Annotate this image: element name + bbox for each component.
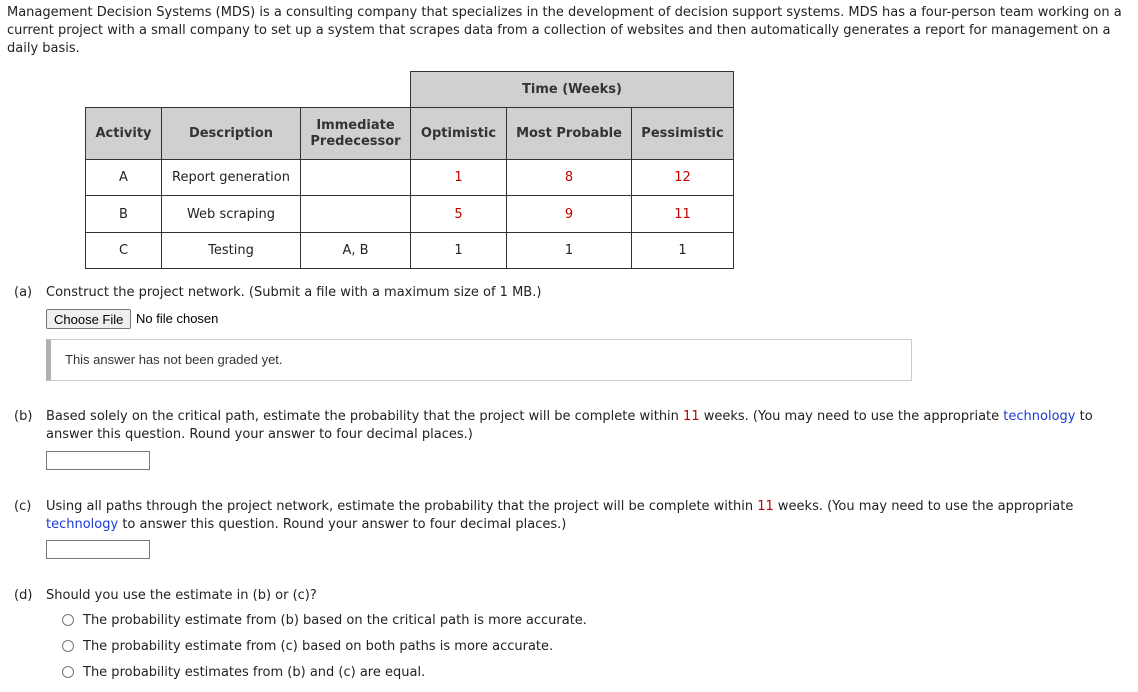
- description-header: Description: [162, 108, 301, 160]
- part-c-text: [46, 498, 1126, 534]
- part-c-text-3: to answer this question. Round your answer to four decimal places.): [118, 517, 567, 532]
- part-d-option-1-text: The probability estimate from (b) based on the critical path is more accurate.: [83, 613, 587, 628]
- predecessor-cell: [301, 160, 411, 196]
- activity-cell: A: [86, 160, 162, 196]
- part-a-label: (a): [14, 285, 33, 300]
- most-probable-cell: 8: [507, 160, 632, 196]
- choose-file-button[interactable]: Choose File: [46, 309, 131, 329]
- table-row: [86, 233, 734, 269]
- part-b-text-1: Based solely on the critical path, estimate the probability that the project will be complete within: [46, 409, 684, 424]
- time-weeks-header: Time (Weeks): [411, 72, 734, 108]
- predecessor-cell: [301, 196, 411, 233]
- table-header-row-time: [86, 72, 734, 108]
- graded-note-text: This answer has not been graded yet.: [65, 352, 283, 367]
- part-c-label: (c): [14, 499, 32, 514]
- pessimistic-cell: 12: [632, 160, 734, 196]
- part-d-text: Should you use the estimate in (b) or (c)?: [46, 588, 317, 603]
- part-b-text-3: to answer this question. Round your answer to four decimal places.): [46, 409, 1093, 442]
- most-probable-cell: 1: [507, 233, 632, 269]
- radio-button[interactable]: [62, 640, 74, 652]
- description-cell: Testing: [162, 233, 301, 269]
- description-cell: Web scraping: [162, 196, 301, 233]
- radio-button[interactable]: [62, 666, 74, 678]
- part-b-text: [46, 408, 1126, 444]
- pessimistic-header: Pessimistic: [632, 108, 734, 160]
- part-b-weeks: 11: [683, 409, 700, 424]
- predecessor-header-line1: Immediate: [316, 117, 395, 133]
- part-d-label: (d): [14, 588, 33, 603]
- most-probable-cell: 9: [507, 196, 632, 233]
- part-d-option-2-text: The probability estimate from (c) based on both paths is more accurate.: [83, 639, 554, 654]
- part-a-text: Construct the project network. (Submit a file with a maximum size of 1 MB.): [46, 285, 542, 300]
- part-c-text-2: weeks. (You may need to use the appropriate: [773, 499, 1074, 514]
- predecessor-cell: A, B: [301, 233, 411, 269]
- part-b-technology-link[interactable]: technology: [1003, 409, 1076, 424]
- part-d-option-3-text: The probability estimates from (b) and (c) are equal.: [83, 665, 426, 680]
- part-c-answer-input[interactable]: [46, 540, 150, 559]
- most-probable-header: Most Probable: [507, 108, 632, 160]
- optimistic-cell: 1: [411, 233, 507, 269]
- activity-table: [85, 71, 734, 269]
- optimistic-cell: 1: [411, 160, 507, 196]
- predecessor-header: [301, 108, 411, 160]
- optimistic-cell: 5: [411, 196, 507, 233]
- part-b-answer-input[interactable]: [46, 451, 150, 470]
- activity-cell: C: [86, 233, 162, 269]
- part-c-text-1: Using all paths through the project network, estimate the probability that the project will be complete within: [46, 499, 758, 514]
- part-b-text-2: weeks. (You may need to use the appropriate: [699, 409, 1004, 424]
- graded-note-box: [46, 339, 912, 381]
- optimistic-header: Optimistic: [411, 108, 507, 160]
- predecessor-header-line2: Predecessor: [310, 133, 401, 149]
- table-row: [86, 160, 734, 196]
- no-file-chosen-text: No file chosen: [136, 311, 219, 326]
- radio-button[interactable]: [62, 614, 74, 626]
- table-row: [86, 196, 734, 233]
- activity-cell: B: [86, 196, 162, 233]
- part-b-label: (b): [14, 409, 33, 424]
- description-cell: Report generation: [162, 160, 301, 196]
- problem-intro: Management Decision Systems (MDS) is a consulting company that specializes in the development of decision support systems. MDS has a four-person team working on a current project with a small company to set up a system that scrapes data from a collection of websites and then automatically generates a report for management on a daily basis.: [7, 5, 1122, 56]
- part-c-technology-link[interactable]: technology: [46, 517, 119, 532]
- pessimistic-cell: 1: [632, 233, 734, 269]
- table-header-row: [86, 108, 734, 160]
- part-c-weeks: 11: [757, 499, 774, 514]
- pessimistic-cell: 11: [632, 196, 734, 233]
- activity-header: Activity: [86, 108, 162, 160]
